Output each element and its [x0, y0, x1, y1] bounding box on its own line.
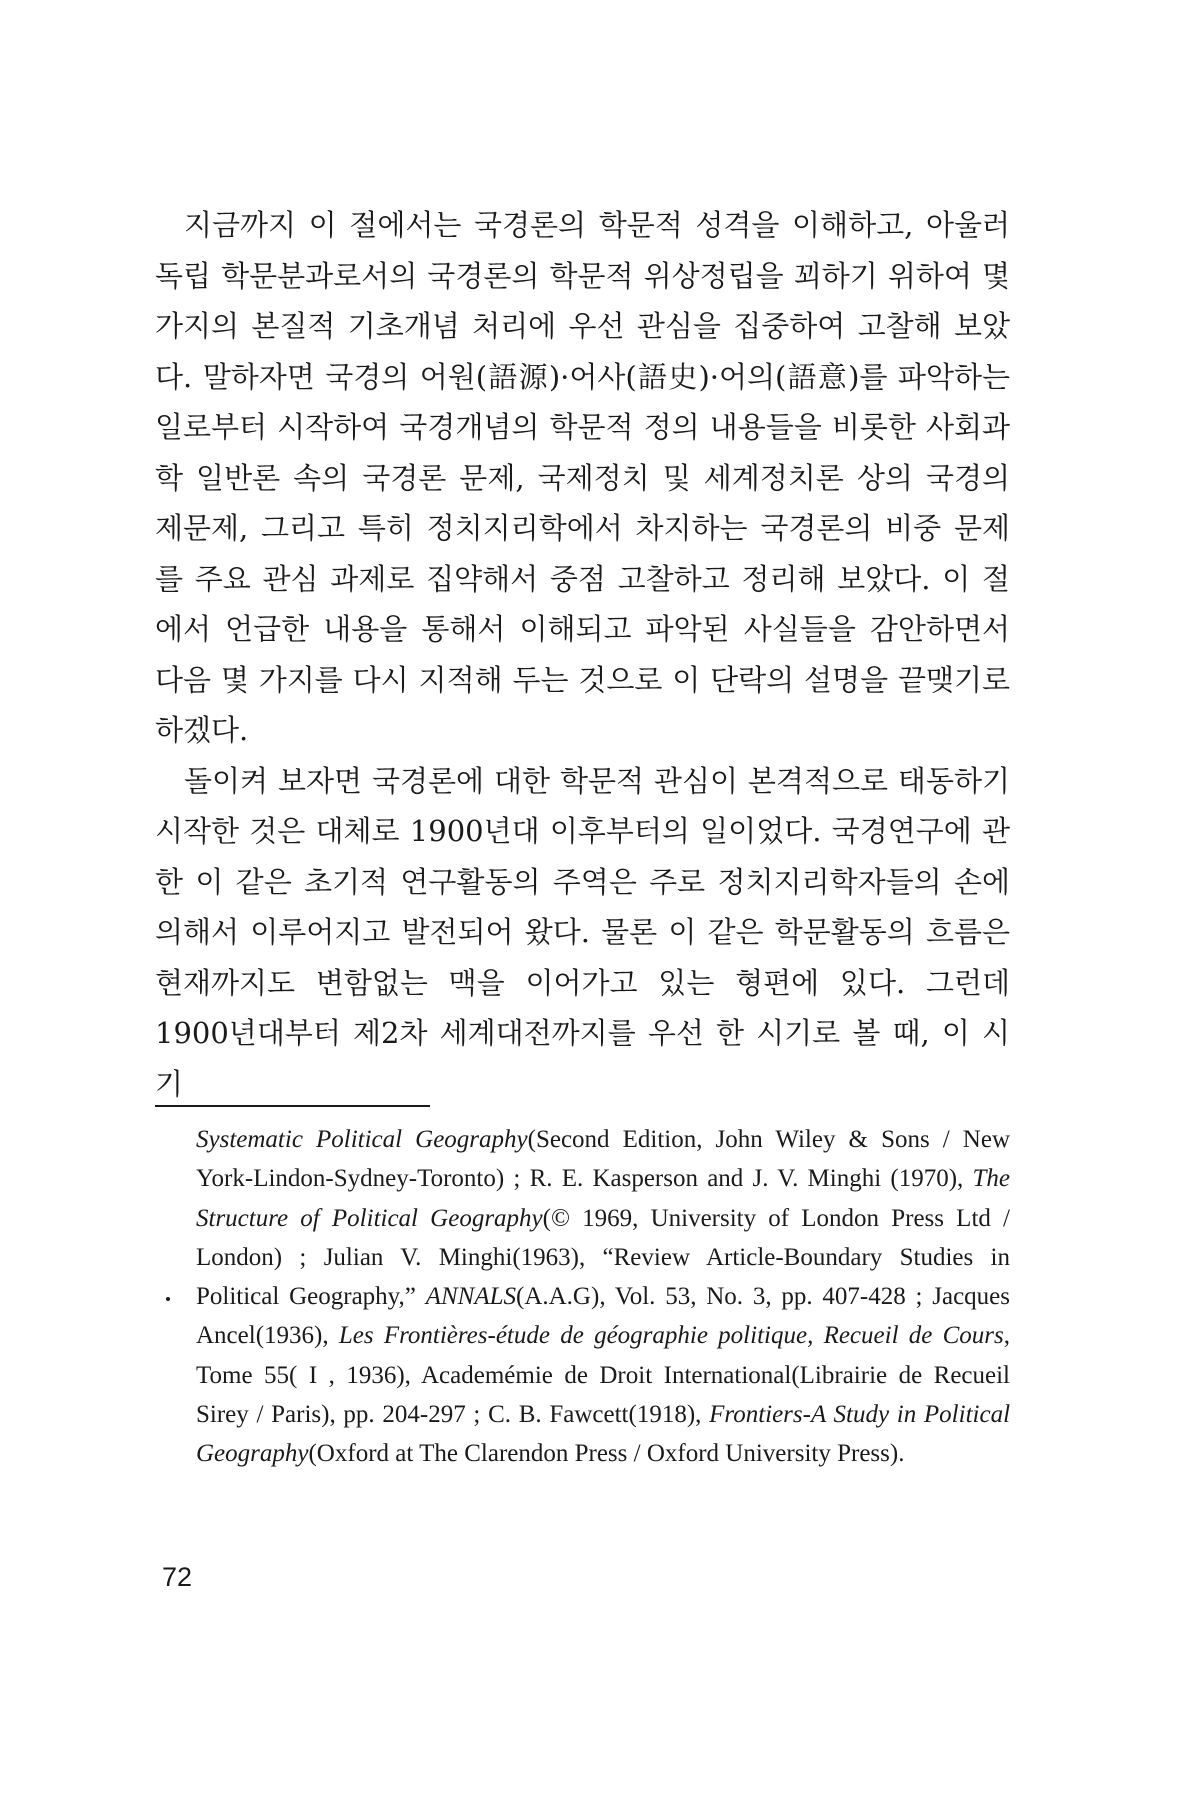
footnote-title-4: Frontiers-A Study in Political Geography: [196, 1401, 1011, 1468]
footnote-journal: ANNALS: [425, 1283, 516, 1311]
footnote-divider: [155, 1105, 430, 1107]
body-paragraph-2: 돌이켜 보자면 국경론에 대한 학문적 관심이 본격적으로 태동하기 시작한 것은 대체로 1900년대 이후부터의 일이었다. 국경연구에 관한 이 같은 초기적 연구활동의 주역은 주로 정치지리학자들의 손에 의해서 이루어지고 발전되어 왔다. 물론 이 같은 학문활동의 흐름은 현재까지도 변함없는 맥을 이어가고 있는 형편에 있다. 그런데 1900년대부터 제2차 세계대전까지를 우선 한 시기로 볼 때, 이 시기: [155, 763, 1010, 1101]
footnote-title-3: Les Frontières-étude de géographie politique, Recueil de Cours: [338, 1322, 1004, 1350]
footnote-text-3: (A.A.G), Vol. 53, No. 3, pp. 407-428 ; Jacques Ancel(1936),: [196, 1283, 1010, 1350]
footnote-text-4: , Tome 55( I , 1936), Academémie de Droit International(Librairie de Recueil Sirey / Paris), pp. 204-297 ; C. B. Fawcett(1918),: [196, 1322, 1010, 1429]
stray-mark: [166, 1297, 170, 1301]
footnote-text-5: (Oxford at The Clarendon Press / Oxford University Press).: [308, 1440, 905, 1468]
footnote-text-1: (Second Edition, John Wiley & Sons / New York-Lindon-Sydney-Toronto) ; R. E. Kasperson and J. V. Minghi (1970),: [196, 1126, 1010, 1193]
main-text: [155, 200, 1010, 1109]
footnote-text-2: (© 1969, University of London Press Ltd / London) ; Julian V. Minghi(1963), “Review Article-Boundary Studies in Political Geography,”: [196, 1204, 1011, 1311]
footnote-title-2: The Structure of Political Geography: [196, 1165, 1010, 1232]
footnote: [196, 1120, 1010, 1474]
footnote-title-1: Systematic Political Geography: [196, 1126, 528, 1153]
body-paragraph-1: 지금까지 이 절에서는 국경론의 학문적 성격을 이해하고, 아울러 독립 학문분과로서의 국경론의 학문적 위상정립을 꾀하기 위하여 몇 가지의 본질적 기초개념 처리에 우선 관심을 집중하여 고찰해 보았다. 말하자면 국경의 어원(語源)·어사(語史)·어의(語意)를 파악하는 일로부터 시작하여 국경개념의 학문적 정의 내용들을 비롯한 사회과학 일반론 속의 국경론 문제, 국제정치 및 세계정치론 상의 국경의 제문제, 그리고 특히 정치지리학에서 차지하는 국경론의 비중 문제를 주요 관심 과제로 집약해서 중점 고찰하고 정리해 보았다. 이 절에서 언급한 내용을 통해서 이해되고 파악된 사실들을 감안하면서 다음 몇 가지를 다시 지적해 두는 것으로 이 단락의 설명을 끝맺기로 하겠다.: [155, 208, 1010, 747]
page-number: 72: [162, 1562, 193, 1592]
